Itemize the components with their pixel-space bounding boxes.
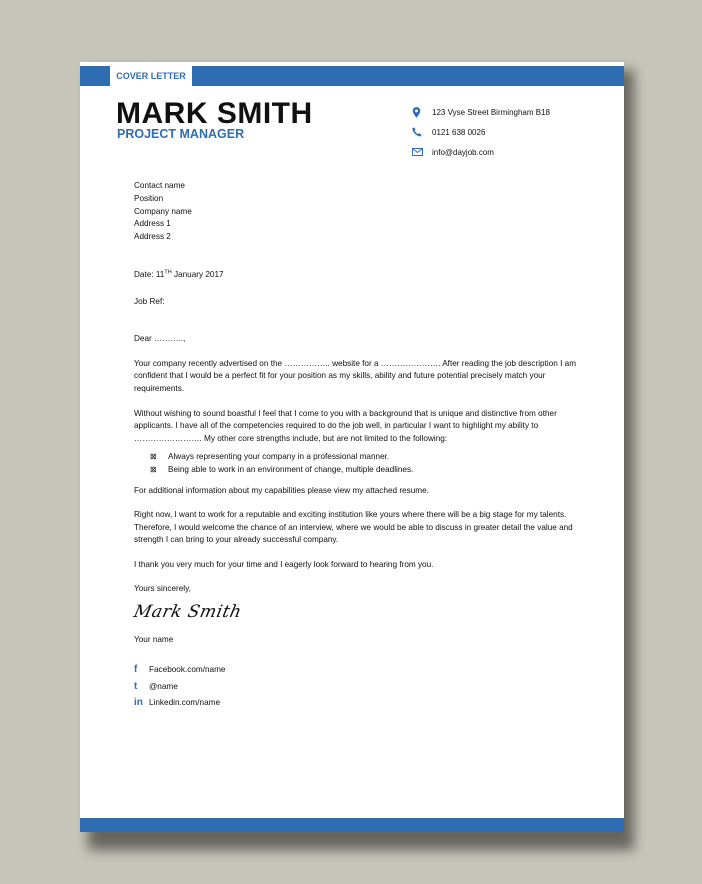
paragraph-4: Right now, I want to work for a reputable and exciting institution like yours where there will be a big stage for my talents. Therefore, I would welcome the chance of an interview, where we would be able to discuss in greater detail the value and strength I can bring to your already successful company. xyxy=(134,510,573,545)
list-item: ⊠ Always representing your company in a professional manner. xyxy=(134,451,582,464)
salutation: Dear ……….., xyxy=(134,334,186,344)
paragraph-1: Your company recently advertised on the …………….. website for a …………………. After reading the job description I am confident that I would be a perfect fit for your position as my skills, ability and future potential precisely match your requirements. xyxy=(134,358,577,393)
contact-block xyxy=(412,102,550,162)
linkedin-link[interactable] xyxy=(134,695,582,712)
list-item: ⊠ Being able to work in an environment of change, multiple deadlines. xyxy=(134,464,582,477)
twitter-link[interactable] xyxy=(134,679,582,696)
twitter-icon: t xyxy=(134,680,138,692)
applicant-name: MARK SMITH xyxy=(116,97,313,130)
applicant-job-title: PROJECT MANAGER xyxy=(117,127,245,141)
map-pin-icon xyxy=(412,107,432,118)
paragraph-5: I thank you very much for your time and I eagerly look forward to hearing from you. xyxy=(134,559,434,569)
social-links xyxy=(134,662,582,712)
paragraph-3: For additional information about my capabilities please view my attached resume. xyxy=(134,485,429,495)
cover-letter-page xyxy=(80,62,624,832)
letter-body xyxy=(131,180,582,712)
strengths-list xyxy=(134,451,582,476)
job-reference: Job Ref: xyxy=(134,296,165,306)
your-name: Your name xyxy=(134,634,174,644)
envelope-icon xyxy=(412,148,432,156)
recipient-address xyxy=(134,180,582,244)
paragraph-2: Without wishing to sound boastful I feel that I come to you with a background that is unique and distinctive from other applicants. I have all of the competencies required to do the job well, in particular I want to highlight my ability to ……………………. My other core strengths include, but are not limited to the following: xyxy=(134,408,557,443)
phone-icon xyxy=(412,127,432,137)
recipient-contact-name: Contact name xyxy=(134,181,185,190)
signature: Mark Smith xyxy=(131,602,244,623)
recipient-company-name: Company name xyxy=(134,206,192,216)
contact-email xyxy=(412,142,550,162)
footer-bar xyxy=(80,818,624,832)
contact-phone-text: 0121 638 0026 xyxy=(432,127,486,137)
checkbox-icon: ⊠ xyxy=(150,452,157,462)
linkedin-icon: in xyxy=(134,697,143,709)
facebook-icon: f xyxy=(134,664,138,676)
closing: Yours sincerely, xyxy=(134,584,191,594)
twitter-link-text[interactable]: @name xyxy=(149,681,178,691)
contact-email-text: info@dayjob.com xyxy=(432,147,494,157)
cover-letter-tab: COVER LETTER xyxy=(110,66,192,86)
recipient-address-1: Address 1 xyxy=(134,219,171,229)
contact-address xyxy=(412,102,550,122)
checkbox-icon: ⊠ xyxy=(150,464,157,474)
linkedin-link-text[interactable]: Linkedin.com/name xyxy=(149,698,220,708)
recipient-position: Position xyxy=(134,193,164,203)
recipient-address-2: Address 2 xyxy=(134,232,171,242)
letter-date: Date: 11TH January 2017 xyxy=(134,269,224,279)
facebook-link[interactable] xyxy=(134,662,582,679)
contact-phone xyxy=(412,122,550,142)
facebook-link-text[interactable]: Facebook.com/name xyxy=(149,665,226,675)
contact-address-text: 123 Vyse Street Birmingham B18 xyxy=(432,107,550,117)
